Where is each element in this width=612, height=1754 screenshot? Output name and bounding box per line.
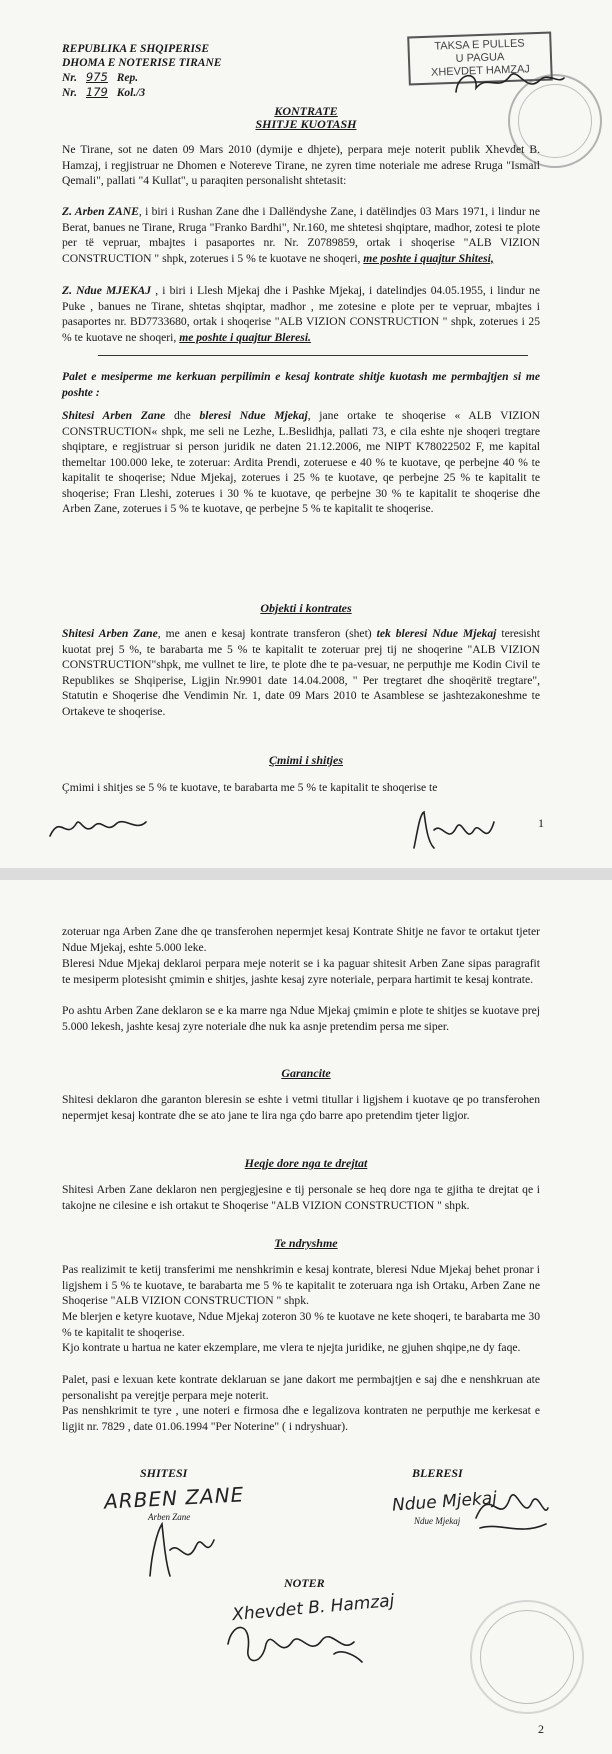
kol-number: 179: [85, 85, 108, 99]
receipt-paragraph: Po ashtu Arben Zane deklaron se e ka marre nga Ndue Mjekaj çmimin e plote te shitjes se kuotave prej 5.000 lekesh, jashte kesaj zyre noteriale dhe nuk ka asnje pretendim persa me siper.: [62, 1004, 540, 1033]
price-continued-paragraph: zoteruar nga Arben Zane dhe qe transferohen nepermjet kesaj Kontrate Shitje ne favor te ortakut tjeter Ndue Mjekaj, eshte 5.000 leke.: [62, 925, 540, 954]
buyer-signature: [470, 1478, 550, 1538]
notary-handwritten-name: Xhevdet B. Hamzaj: [231, 1590, 396, 1626]
guarantee-paragraph: Shitesi deklaron dhe garanton bleresin se eshte i vetmi titullar i ligjshem i kuotave qe po transferohen nepermjet kesaj kontrate dhe se ato jane te lira nga çdo barre apo pretendim tjeter ligjor.: [62, 1093, 540, 1122]
page-number-1: 1: [538, 816, 544, 830]
notary-signature: [222, 1614, 372, 1674]
tax-stamp: TAKSA E PULLES U PAGUA XHEVDET HAMZAJ: [407, 32, 553, 86]
seller-initials-signature: [46, 806, 156, 846]
header-block: [62, 42, 221, 100]
object-paragraph: Shitesi Arben Zane, me anen e kesaj kontrate transferon (shet) tek bleresi Ndue Mjekaj teresisht kuotat prej 5 %, te barabarta me 5 % te kapitalit te zoteruar prej tij ne shoqerine "ALB VIZION CONSTRUCTION"shpk, me vullnet te lire, te plote dhe te pa-vesuar, ne perputhje me Kodin Civil te Republikes se Shqiperise, Ligjin Nr.9901 date 14.04.2008, " Per tregtaret dhe shoqëritë tregtare", Statutin e Shoqerise dhe Vendimin Nr. 1, date 09 Mars 2010 te Asamblese se jashtezakoneshme te Ortakeve te shoqerise.: [62, 627, 540, 718]
seller-signature: [140, 1520, 220, 1580]
title-kontrate: KONTRATE: [274, 104, 338, 118]
heading-guarantee: Garancite: [281, 1066, 331, 1080]
title-shitje-kuotash: SHITJE KUOTASH: [255, 117, 357, 131]
heading-object: Objekti i kontrates: [260, 601, 352, 615]
legalization-paragraph: Pas nenshkrimit te tyre , une noteri e firmosa dhe e legalizova kontraten ne perputhje me kerkesat e ligjit nr. 7829 , date 01.06.1994 "Per Noterine" ( i ndryshuar).: [62, 1404, 540, 1433]
buyer-label: BLERESI: [412, 1466, 463, 1480]
intro-paragraph: Ne Tirane, sot ne daten 09 Mars 2010 (dymije e dhjete), perpara meje noterit publik Xhevdet B. Hamzaj, i regjistruar ne Dhomen e Notereve Tirane, ne zyren time noteriale me adrese Rruga "Ismail Qemali", pallati "4 Kullat", u paraqiten personalisht shtetasit:: [62, 143, 540, 187]
party2-paragraph: Z. Ndue MJEKAJ , i biri i Llesh Mjekaj dhe i Pashke Mjekaj, i datelindjes 04.05.1955, i lindur ne Puke , banues ne Tirane, shtetas shqiptar, madhor , me zotesine e plote per te vepruar, mbajtes i pasaportes nr. BD7733680, ortak i shoqerise "ALB VIZION CONSTRUCTION " shpk, zoterues i 25 % te kuotave ne shoqeri, me poshte i quajtur Bleresi.: [62, 284, 540, 344]
ownership-paragraph: Me blerjen e ketyre kuotave, Ndue Mjekaj zoteron 30 % te kuotave ne kete shoqeri, te barabarta me 30 % te kapitalit te shoqerise.: [62, 1310, 540, 1339]
seller-handwritten-name: ARBEN ZANE: [103, 1482, 245, 1514]
seller-name-caption: Arben Zane: [148, 1512, 191, 1522]
transfer-paragraph: Pas realizimit te ketij transferimi me nenshkrimin e kesaj kontrate, bleresi Ndue Mjekaj behet pronar i ligjshem i 5 % te kuotave, te barabarta me 5 % te kapitalit te zoteruara nga ish Ortaku, Arben Zane ne Shoqerise "ALB VIZION CONSTRUCTION " shpk.: [62, 1263, 540, 1307]
notary-seal-faint: [470, 1600, 584, 1714]
header-chamber: DHOMA E NOTERISE TIRANE: [62, 57, 222, 69]
document-page-2: [0, 880, 612, 1754]
payment-paragraph: Bleresi Ndue Mjekaj deklaroi perpara meje noterit se i ka paguar shitesit Arben Zane sipas paragrafit te mesiperm plotesisht çmimin e shitjes, jashte kesaj zyre noteriale, perpara hartimit te kesaj kontrate.: [62, 957, 540, 986]
heading-price: Çmimi i shitjes: [268, 753, 343, 767]
buyer-handwritten-name: Ndue Mjekaj: [391, 1488, 498, 1516]
document-page-1: [0, 0, 612, 868]
heading-waiver: Heqje dore nga te drejtat: [244, 1156, 368, 1170]
separator-line: [98, 355, 528, 356]
price-paragraph: Çmimi i shitjes se 5 % te kuotave, te barabarta me 5 % te kapitalit te shoqerise te: [62, 781, 438, 794]
notary-label: NOTER: [284, 1576, 325, 1590]
waiver-paragraph: Shitesi Arben Zane deklaron nen pergjegjesine e tij personale se heq dore nga te gjitha te drejtat qe i takojne ne cilesine e ish ortakut te Shoqerise "ALB VIZION CONSTRUCTION " shpk.: [62, 1183, 540, 1212]
buyer-name-caption: Ndue Mjekaj: [414, 1516, 461, 1526]
buyer-initials-signature: [404, 808, 504, 854]
heading-other: Te ndryshme: [274, 1236, 338, 1250]
seller-label: SHITESI: [140, 1466, 188, 1480]
company-paragraph: Shitesi Arben Zane dhe bleresi Ndue Mjekaj, jane ortake te shoqerise « ALB VIZION CONSTRUCTION« shpk, me seli ne Lezhe, L.Beslidhja, pallati 73, e cila eshte nje shoqeri tregtare shqiptare, e regjistruar si person juridik ne daten 21.12.2006, me NIPT K78022502 F, me kapital themeltar 100.000 leke, te zoteruar: Ardita Prendi, zoteruese e 40 % te kuotave, qe perbejne 40 % te kapitalit te shoqerise; Ndue Mjekaj, zoterues i 25 % te kuotave, qe perbejne 25 % te kapitalit te shoqerise; Fran Lleshi, zoterues i 30 % te kuotave, qe perbejne 30 % te kapitalit te shoqerise dhe Arben Zane, zoterues i 5 % te kuotave, qe perbejne 5 % te kapitalit te shoqerise.: [62, 409, 540, 515]
rep-number: 975: [85, 70, 108, 84]
party1-paragraph: Z. Arben ZANE, i biri i Rushan Zane dhe i Dallëndyshe Zane, i datëlindjes 03 Mars 1971, i lindur ne Berat, banues ne Tirane, Rruga "Franko Bardhi", Nr.160, me shtetesi shqiptare, madhor, zotesi te plote per të vepruar, mbajtes i pasaportes nr. Nr. Z0789859, ortak i shoqerise "ALB VIZION CONSTRUCTION " shpk, zoterues i 5 % te kuotave ne shoqeri, me poshte i quajtur Shitesi,: [62, 205, 540, 265]
page-number-2: 2: [538, 1722, 544, 1736]
rep-number-line: Nr. 975 Rep.: [62, 70, 139, 84]
kol-number-line: Nr. 179 Kol./3: [62, 85, 146, 99]
read-agreed-paragraph: Palet, pasi e lexuan kete kontrate deklaruan se jane dakort me permbajtjen e saj dhe e nenshkruan ate personalisht pa verejtje perpara meje noterit.: [62, 1373, 540, 1402]
request-paragraph: Palet e mesiperme me kerkuan perpilimin e kesaj kontrate shitje kuotash me permbajtjen si me poshte :: [62, 370, 540, 399]
header-republic: REPUBLIKA E SHQIPERISE: [62, 43, 209, 55]
stamp-signature: [448, 62, 568, 102]
copies-paragraph: Kjo kontrate u hartua ne kater ekzemplare, me vlera te njejta juridike, ne gjuhen shqipe,ne dy faqe.: [62, 1341, 521, 1354]
